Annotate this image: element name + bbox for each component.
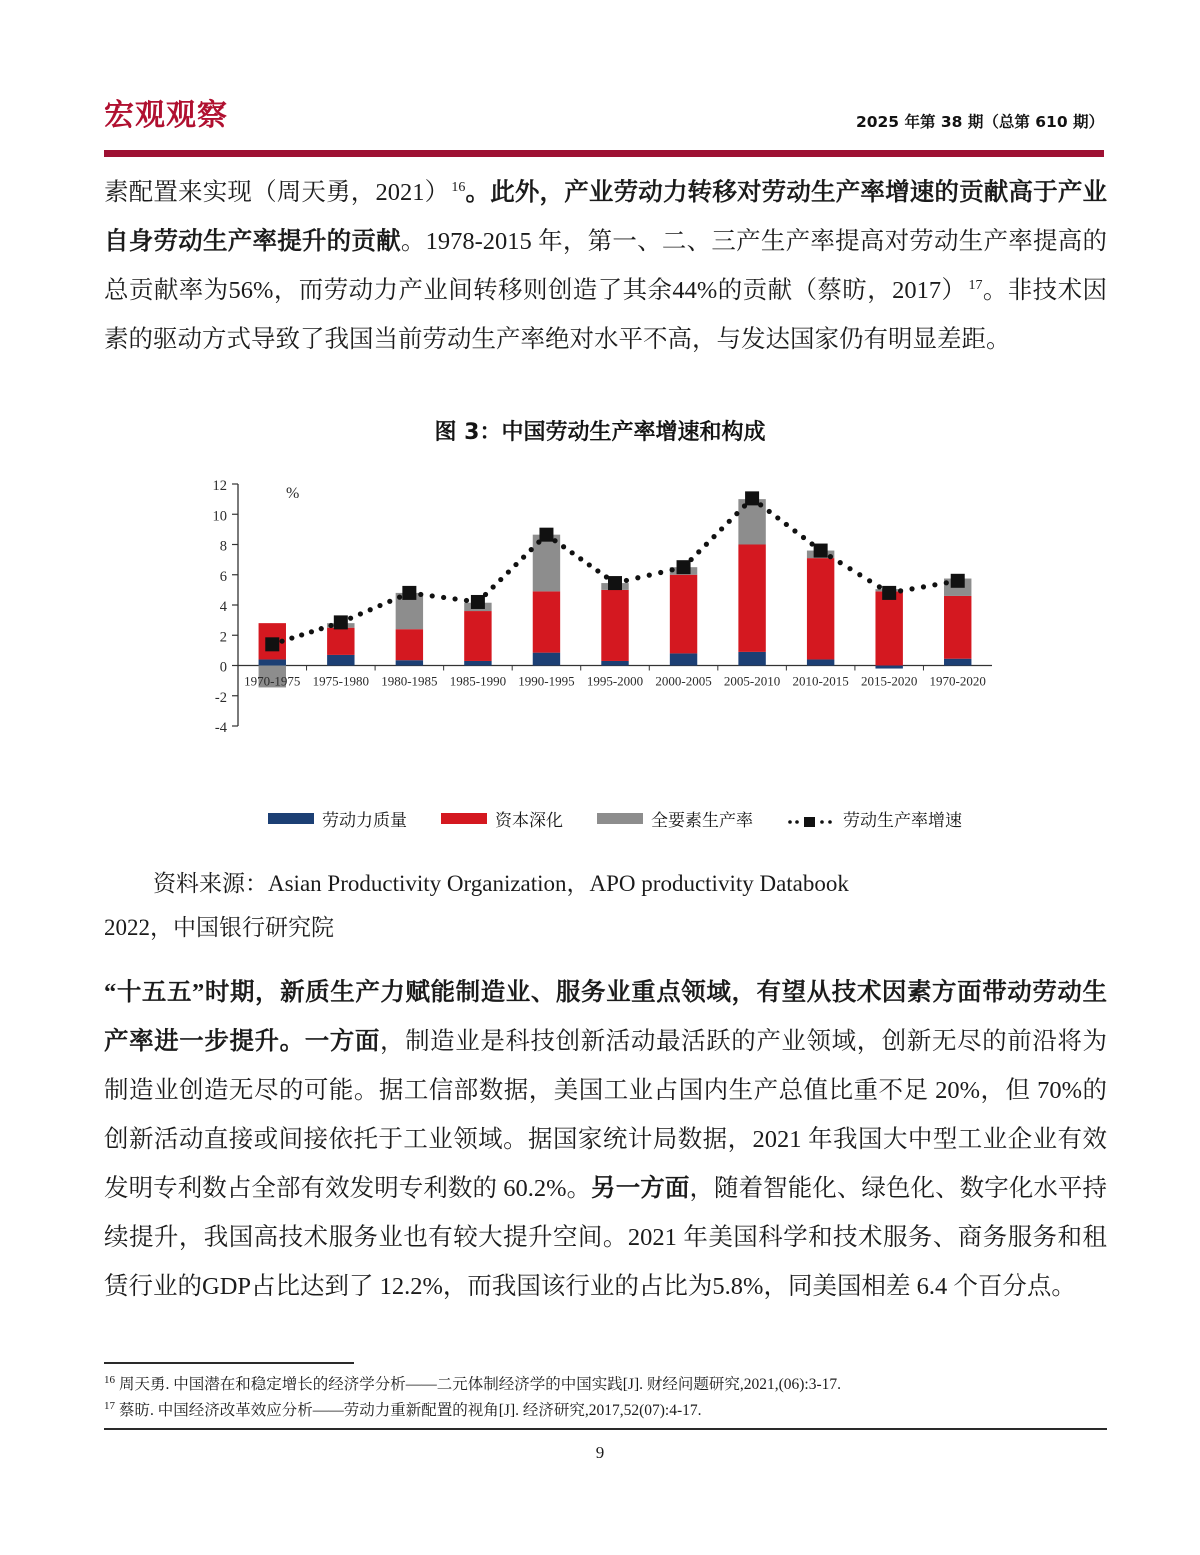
para3-seg-a: “十五五”时期，新质生产力赋能制造业、服务业重点领域，有望从技术因素方面带动劳动生产率进一步提升。一方面 xyxy=(104,979,1107,1055)
paragraph-1 xyxy=(104,168,1107,364)
figure-title: 图 3：中国劳动生产率增速和构成 xyxy=(434,420,766,445)
svg-text:1975-1980: 1975-1980 xyxy=(312,673,369,689)
svg-text:8: 8 xyxy=(219,538,227,555)
svg-text:0: 0 xyxy=(219,659,227,676)
legend-swatch-navy xyxy=(268,813,314,824)
svg-text:2005-2010: 2005-2010 xyxy=(723,673,781,689)
para3-seg-c: 另一方面 xyxy=(591,1175,690,1202)
para1-seg-a: 素配置来实现（周天勇，2021） xyxy=(104,179,450,206)
figure-source xyxy=(104,862,1107,950)
svg-text:1970-2020: 1970-2020 xyxy=(929,673,986,689)
footnote-text: 周天勇. 中国潜在和稳定增长的经济学分析——二元体制经济学的中国实践[J]. 财经问题研究,2021,(06):3-17. xyxy=(119,1376,842,1393)
legend-item-tfp xyxy=(597,806,753,831)
legend-label-2: 全要素生产率 xyxy=(651,811,753,831)
legend-swatch-red xyxy=(441,813,487,824)
svg-text:2000-2005: 2000-2005 xyxy=(655,673,712,689)
legend-label-0: 劳动力质量 xyxy=(322,811,407,831)
footnote-ref-17: 17 xyxy=(968,277,983,293)
svg-text:-2: -2 xyxy=(214,689,227,706)
footnote-marker: 17 xyxy=(104,1399,115,1412)
svg-text:%: % xyxy=(286,485,300,502)
svg-text:-4: -4 xyxy=(214,720,227,736)
legend-item-growth-rate xyxy=(787,806,962,831)
svg-text:1990-1995: 1990-1995 xyxy=(518,673,575,689)
header-divider xyxy=(104,150,1104,155)
footnote-text: 蔡昉. 中国经济改革效应分析——劳动力重新配置的视角[J]. 经济研究,2017,52(07):4-17. xyxy=(119,1402,702,1419)
legend-item-capital-deepening xyxy=(441,806,563,831)
chart-svg xyxy=(186,470,1006,800)
source-line-1: 资料来源：Asian Productivity Organization，APO productivity Databook xyxy=(153,871,849,896)
svg-text:1980-1985: 1980-1985 xyxy=(381,673,438,689)
page-header xyxy=(104,96,1104,158)
svg-text:2: 2 xyxy=(219,629,227,646)
legend-swatch-gray xyxy=(597,813,643,824)
footer-divider xyxy=(104,1428,1107,1430)
para3-seg-d: ，随着智能化、绿色化、数字化水平持续提升，我国高技术服务业也有较大提升空间。2021 年美国科学和技术服务、商务服务和租赁行业的GDP占比达到了 12.2%，而我国该行业的占比为5.8%，同美国相差 6.4 个百分点。 xyxy=(104,1175,1107,1300)
para1-seg-d: 。非技术因素的驱动方式导致了我国当前劳动生产率绝对水平不高，与发达国家仍有明显差距。 xyxy=(104,277,1107,353)
footnote-list xyxy=(104,1372,1107,1424)
legend-label-3: 劳动生产率增速 xyxy=(843,811,962,831)
footnote-ref-16: 16 xyxy=(451,179,466,195)
issue-label: 2025 年第 38 期（总第 610 期） xyxy=(855,113,1104,131)
svg-text:10: 10 xyxy=(212,508,227,525)
svg-text:2015-2020: 2015-2020 xyxy=(861,673,918,689)
svg-text:1985-1990: 1985-1990 xyxy=(449,673,507,689)
para1-seg-c: 。1978-2015 年，第一、二、三产生产率提高对劳动生产率提高的总贡献率为56%，而劳动力产业间转移则创造了其余44%的贡献（蔡昉，2017） xyxy=(104,228,1107,304)
svg-text:12: 12 xyxy=(212,478,227,494)
svg-text:4: 4 xyxy=(219,599,227,615)
legend-dotline-svg xyxy=(787,816,835,828)
legend-marker-dotted-line xyxy=(787,813,835,825)
chart-legend xyxy=(250,806,980,831)
figure-chart xyxy=(186,470,1006,845)
paragraph-3 xyxy=(104,968,1107,1311)
footnote-item xyxy=(104,1372,1107,1398)
footnote-item xyxy=(104,1398,1107,1424)
footnote-marker: 16 xyxy=(104,1373,115,1386)
page-number: 9 xyxy=(595,1443,605,1462)
para3-seg-b: ，制造业是科技创新活动最活跃的产业领域，创新无尽的前沿将为制造业创造无尽的可能。据工信部数据，美国工业占国内生产总值比重不足 20%，但 70%的创新活动直接或间接依托于工业领域。据国家统计局数据，2021 年我国大中型工业企业有效发明专利数占全部有效发明专利数的 60.2%。 xyxy=(104,1028,1108,1202)
legend-item-labor-quality xyxy=(268,806,407,831)
svg-text:1970-1975: 1970-1975 xyxy=(244,673,301,689)
source-line-2: 2022，中国银行研究院 xyxy=(104,915,334,940)
svg-text:2010-2015: 2010-2015 xyxy=(792,673,849,689)
para1-seg-b: 。此外，产业劳动力转移对劳动生产率增速的贡献高于产业自身劳动生产率提升的贡献 xyxy=(104,179,1108,255)
svg-text:1995-2000: 1995-2000 xyxy=(586,673,644,689)
legend-label-1: 资本深化 xyxy=(495,811,563,831)
publication-title: 宏观观察 xyxy=(104,98,228,133)
svg-text:6: 6 xyxy=(219,568,227,585)
footnote-divider xyxy=(104,1362,354,1364)
